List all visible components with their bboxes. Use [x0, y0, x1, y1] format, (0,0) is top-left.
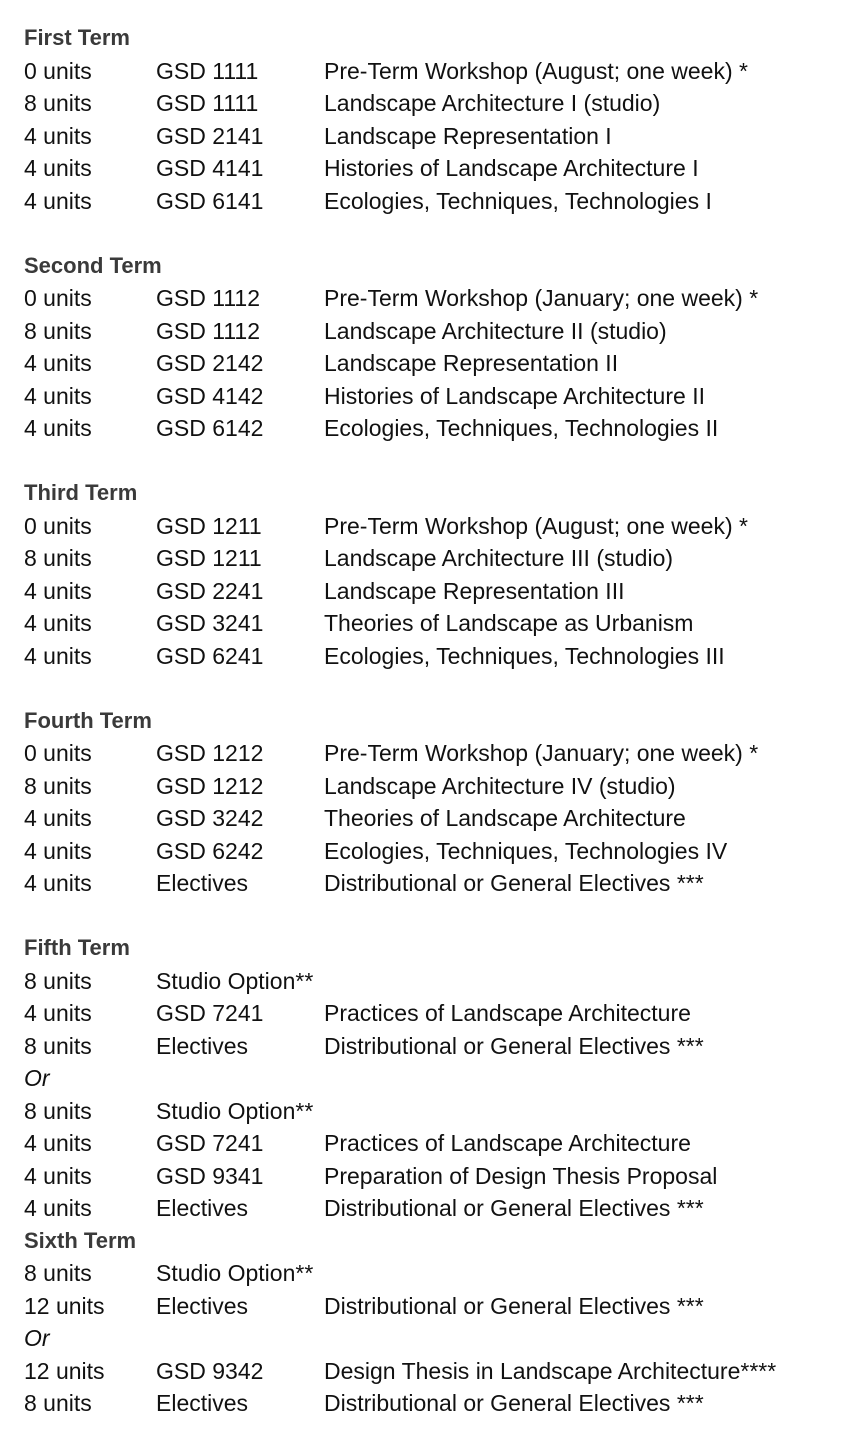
course-units: 4 units — [24, 187, 92, 214]
course-units: 4 units — [24, 1195, 92, 1221]
course-units: 8 units — [24, 1032, 92, 1059]
course-units: 4 units — [24, 577, 92, 604]
course-row — [0, 55, 864, 88]
course-code: GSD 1211 — [156, 545, 262, 571]
blank-line — [0, 445, 864, 478]
course-title: Landscape Architecture I (studio) — [324, 90, 661, 116]
term-heading: First Term — [24, 25, 130, 50]
course-code: Electives — [156, 1032, 249, 1059]
course-units: 12 units — [24, 1292, 105, 1319]
course-units: 8 units — [24, 1097, 92, 1124]
course-row — [0, 1030, 864, 1063]
course-row — [0, 87, 864, 120]
course-title: Landscape Architecture III (studio) — [324, 545, 674, 571]
course-row — [0, 802, 864, 835]
course-units: 0 units — [24, 57, 92, 84]
course-row — [0, 737, 864, 770]
course-row — [0, 770, 864, 803]
course-row — [0, 347, 864, 380]
course-units: 8 units — [24, 967, 92, 994]
course-code: GSD 9341 — [156, 1162, 264, 1189]
course-row — [0, 380, 864, 413]
course-code: GSD 7241 — [156, 1000, 264, 1026]
course-title: Histories of Landscape Architecture I — [324, 155, 699, 181]
course-units: 0 units — [24, 285, 92, 311]
course-units: 4 units — [24, 382, 92, 409]
course-row — [0, 315, 864, 348]
course-code: GSD 2142 — [156, 350, 264, 376]
course-units: 4 units — [24, 415, 92, 441]
course-row — [0, 867, 864, 900]
course-title: Practices of Landscape Architecture — [324, 1130, 691, 1156]
course-row — [0, 575, 864, 608]
course-code: GSD 6241 — [156, 642, 264, 669]
course-row — [0, 997, 864, 1030]
course-title: Ecologies, Techniques, Technologies IV — [324, 837, 728, 864]
blank-line — [0, 672, 864, 705]
course-code: Studio Option** — [156, 1260, 314, 1286]
course-units: 4 units — [24, 805, 92, 831]
course-row — [0, 282, 864, 315]
course-row — [0, 185, 864, 218]
course-title: Ecologies, Techniques, Technologies III — [324, 642, 725, 669]
course-units: 8 units — [24, 1260, 92, 1286]
course-title: Ecologies, Techniques, Technologies II — [324, 415, 719, 441]
course-title: Landscape Representation I — [324, 122, 612, 149]
course-row — [0, 640, 864, 673]
course-title: Distributional or General Electives *** — [324, 1032, 704, 1059]
course-title: Preparation of Design Thesis Proposal — [324, 1162, 718, 1189]
course-code: GSD 7241 — [156, 1130, 264, 1156]
course-row — [0, 1160, 864, 1193]
course-code: GSD 1212 — [156, 772, 264, 799]
course-code: GSD 4142 — [156, 382, 264, 409]
course-title: Landscape Representation II — [324, 350, 619, 376]
course-row — [0, 510, 864, 543]
course-code: GSD 2141 — [156, 122, 264, 149]
course-title: Design Thesis in Landscape Architecture**** — [324, 1357, 777, 1384]
course-row — [0, 412, 864, 445]
course-units: 12 units — [24, 1357, 105, 1384]
or-separator: Or — [24, 1065, 50, 1091]
term-heading: Sixth Term — [24, 1227, 137, 1253]
term-heading: Fourth Term — [24, 707, 152, 733]
blank-line — [0, 217, 864, 250]
course-row — [0, 1095, 864, 1128]
course-code: Electives — [156, 870, 249, 896]
course-row — [0, 1290, 864, 1323]
course-code: GSD 9342 — [156, 1357, 264, 1384]
course-title: Pre-Term Workshop (August; one week) * — [324, 57, 748, 84]
course-code: GSD 1211 — [156, 512, 262, 539]
course-code: GSD 1112 — [156, 317, 260, 344]
term-heading: Fifth Term — [24, 935, 130, 960]
course-units: 4 units — [24, 1162, 92, 1189]
course-row — [0, 1127, 864, 1160]
course-units: 4 units — [24, 837, 92, 864]
course-title: Distributional or General Electives *** — [324, 1195, 704, 1221]
or-separator: Or — [24, 1325, 50, 1351]
course-code: GSD 4141 — [156, 155, 264, 181]
course-units: 4 units — [24, 122, 92, 149]
course-row — [0, 542, 864, 575]
course-units: 8 units — [24, 772, 92, 799]
course-title: Theories of Landscape Architecture — [324, 805, 686, 831]
course-units: 8 units — [24, 1390, 92, 1416]
course-row — [0, 1355, 864, 1388]
course-code: GSD 6142 — [156, 415, 264, 441]
course-units: 4 units — [24, 642, 92, 669]
course-title: Distributional or General Electives *** — [324, 1292, 704, 1319]
course-row — [0, 607, 864, 640]
course-code: Electives — [156, 1390, 249, 1416]
course-code: GSD 6242 — [156, 837, 264, 864]
course-code: GSD 6141 — [156, 187, 264, 214]
course-units: 4 units — [24, 610, 92, 636]
course-row — [0, 1387, 864, 1420]
course-row — [0, 965, 864, 998]
course-title: Ecologies, Techniques, Technologies I — [324, 187, 712, 214]
course-units: 4 units — [24, 1130, 92, 1156]
course-code: GSD 1212 — [156, 740, 264, 766]
blank-line — [0, 900, 864, 933]
course-title: Practices of Landscape Architecture — [324, 1000, 691, 1026]
course-code: Studio Option** — [156, 967, 314, 994]
course-code: Electives — [156, 1292, 249, 1319]
course-title: Histories of Landscape Architecture II — [324, 382, 705, 409]
course-code: GSD 1111 — [156, 57, 259, 84]
course-units: 4 units — [24, 350, 92, 376]
course-units: 0 units — [24, 512, 92, 539]
course-code: GSD 1111 — [156, 90, 259, 116]
course-title: Theories of Landscape as Urbanism — [324, 610, 694, 636]
course-units: 4 units — [24, 155, 92, 181]
course-title: Distributional or General Electives *** — [324, 870, 704, 896]
course-row — [0, 1192, 864, 1225]
course-code: GSD 3242 — [156, 805, 264, 831]
course-code: Studio Option** — [156, 1097, 314, 1124]
course-title: Landscape Architecture IV (studio) — [324, 772, 676, 799]
course-code: GSD 1112 — [156, 285, 260, 311]
course-units: 8 units — [24, 545, 92, 571]
term-heading: Third Term — [24, 480, 138, 505]
course-title: Landscape Architecture II (studio) — [324, 317, 667, 344]
course-units: 4 units — [24, 870, 92, 896]
course-title: Pre-Term Workshop (January; one week) * — [324, 740, 759, 766]
course-row — [0, 1257, 864, 1290]
course-units: 8 units — [24, 90, 92, 116]
course-title: Pre-Term Workshop (January; one week) * — [324, 285, 759, 311]
term-heading: Second Term — [24, 252, 162, 278]
course-code: Electives — [156, 1195, 249, 1221]
course-code: GSD 2241 — [156, 577, 264, 604]
course-title: Pre-Term Workshop (August; one week) * — [324, 512, 748, 539]
course-row — [0, 835, 864, 868]
course-code: GSD 3241 — [156, 610, 264, 636]
course-title: Landscape Representation III — [324, 577, 625, 604]
course-units: 0 units — [24, 740, 92, 766]
course-row — [0, 120, 864, 153]
course-title: Distributional or General Electives *** — [324, 1390, 704, 1416]
course-units: 8 units — [24, 317, 92, 344]
course-row — [0, 152, 864, 185]
course-units: 4 units — [24, 1000, 92, 1026]
